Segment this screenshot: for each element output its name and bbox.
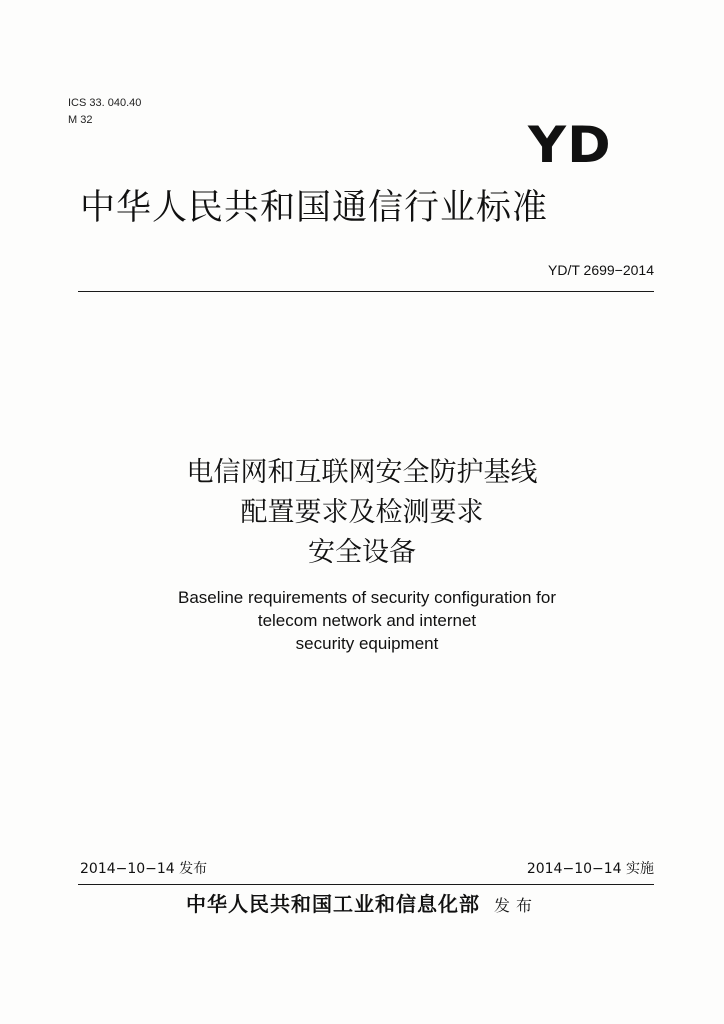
- standard-category-heading: 中华人民共和国通信行业标准: [80, 188, 549, 228]
- publisher-name: 中华人民共和国工业和信息化部: [185, 892, 480, 916]
- issue-date: 2014−10−14 发布: [80, 861, 208, 877]
- chinese-title-line: 电信网和互联网安全防护基线: [186, 457, 538, 488]
- chinese-title-line: 配置要求及检测要求: [240, 497, 484, 528]
- publish-label: 发布: [493, 896, 538, 915]
- english-title: [0, 586, 724, 655]
- ics-code: ICS 33. 040.40: [68, 97, 142, 109]
- publisher-line: [0, 888, 724, 917]
- bottom-divider: [78, 884, 654, 885]
- top-divider: [78, 291, 654, 292]
- english-title-line: telecom network and internet: [257, 611, 477, 630]
- english-title-line: security equipment: [295, 634, 439, 653]
- yd-logo: YD: [528, 116, 612, 174]
- chinese-title: [0, 453, 724, 573]
- implementation-date: 2014−10−14 实施: [526, 861, 654, 877]
- ccs-code: M 32: [68, 114, 93, 126]
- chinese-title-line: 安全设备: [308, 537, 416, 568]
- standard-number: YD/T 2699−2014: [548, 262, 654, 278]
- english-title-line: Baseline requirements of security configuration for: [178, 588, 556, 607]
- classification-codes: [68, 95, 141, 129]
